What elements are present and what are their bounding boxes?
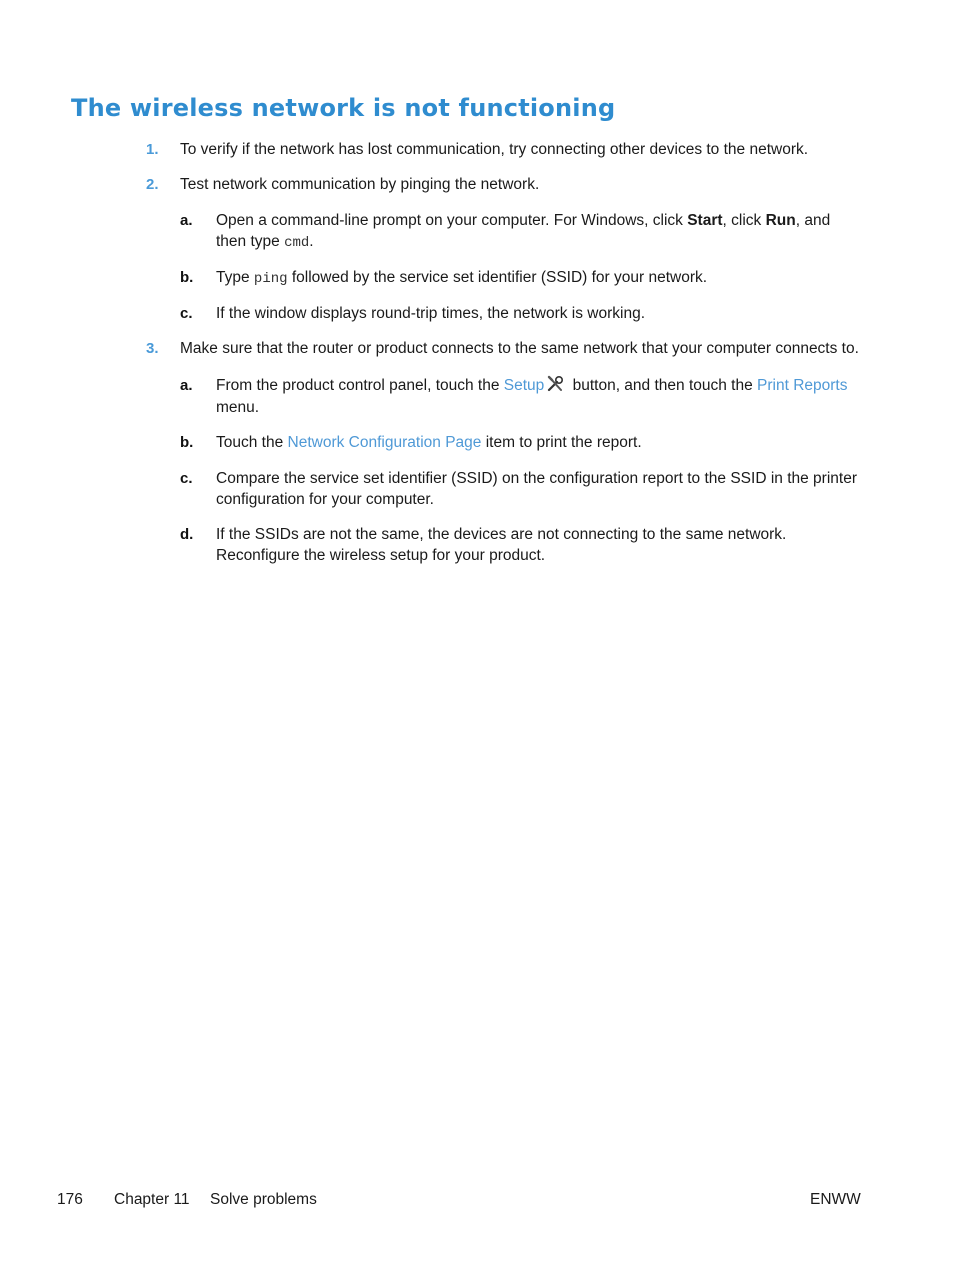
page-number: 176 — [57, 1191, 83, 1208]
text-run: Open a command-line prompt on your computer. For Windows, click — [216, 212, 688, 229]
network-configuration-page-link[interactable]: Network Configuration Page — [287, 434, 482, 451]
page-title: The wireless network is not functioning — [71, 94, 616, 122]
footer-locale: ENWW — [810, 1191, 861, 1208]
footer-chapter: Chapter 11 — [114, 1191, 190, 1208]
start-label: Start — [687, 212, 723, 229]
substep-letter: d. — [180, 526, 194, 543]
print-reports-link[interactable]: Print Reports — [757, 377, 848, 394]
substep-letter: c. — [180, 305, 193, 322]
footer-section: Solve problems — [210, 1191, 317, 1208]
substep-text — [216, 267, 707, 290]
step-text: To verify if the network has lost communication, try connecting other devices to the network. — [180, 141, 809, 158]
substep-text: If the SSIDs are not the same, the devices are not connecting to the same network. — [216, 526, 787, 543]
text-run: . — [309, 233, 314, 250]
text-run: Type — [216, 269, 254, 286]
substep-text: If the window displays round-trip times, the network is working. — [216, 305, 646, 322]
substep-text — [216, 432, 642, 453]
code-cmd: cmd — [284, 235, 310, 251]
substep-text: Compare the service set identifier (SSID) on the configuration report to the SSID in the printer — [216, 470, 857, 487]
text-run: then type — [216, 233, 285, 250]
text-run: , click — [722, 212, 766, 229]
step-number: 1. — [146, 141, 159, 158]
substep-text-line2 — [216, 231, 314, 254]
run-label: Run — [765, 212, 796, 229]
substep-text — [216, 210, 830, 231]
substep-text-line2: configuration for your computer. — [216, 491, 434, 508]
substep-text — [216, 375, 847, 399]
text-run: Touch the — [216, 434, 288, 451]
text-run: item to print the report. — [481, 434, 642, 451]
setup-wrench-icon — [546, 375, 566, 399]
step-number: 3. — [146, 340, 159, 357]
text-run: , and — [795, 212, 831, 229]
step-text: Make sure that the router or product connects to the same network that your computer connects to. — [180, 340, 859, 357]
text-run: From the product control panel, touch the — [216, 377, 504, 394]
substep-letter: b. — [180, 269, 194, 286]
substep-letter: c. — [180, 470, 193, 487]
substep-text-line2: Reconfigure the wireless setup for your product. — [216, 547, 546, 564]
code-ping: ping — [253, 271, 288, 287]
text-run: button, and then touch the — [568, 377, 758, 394]
setup-link[interactable]: Setup — [503, 377, 545, 394]
step-text: Test network communication by pinging the network. — [180, 176, 540, 193]
substep-text-line2: menu. — [216, 399, 260, 416]
substep-letter: a. — [180, 212, 193, 229]
substep-letter: a. — [180, 377, 193, 394]
substep-letter: b. — [180, 434, 194, 451]
text-run: followed by the service set identifier (SSID) for your network. — [287, 269, 708, 286]
step-number: 2. — [146, 176, 159, 193]
